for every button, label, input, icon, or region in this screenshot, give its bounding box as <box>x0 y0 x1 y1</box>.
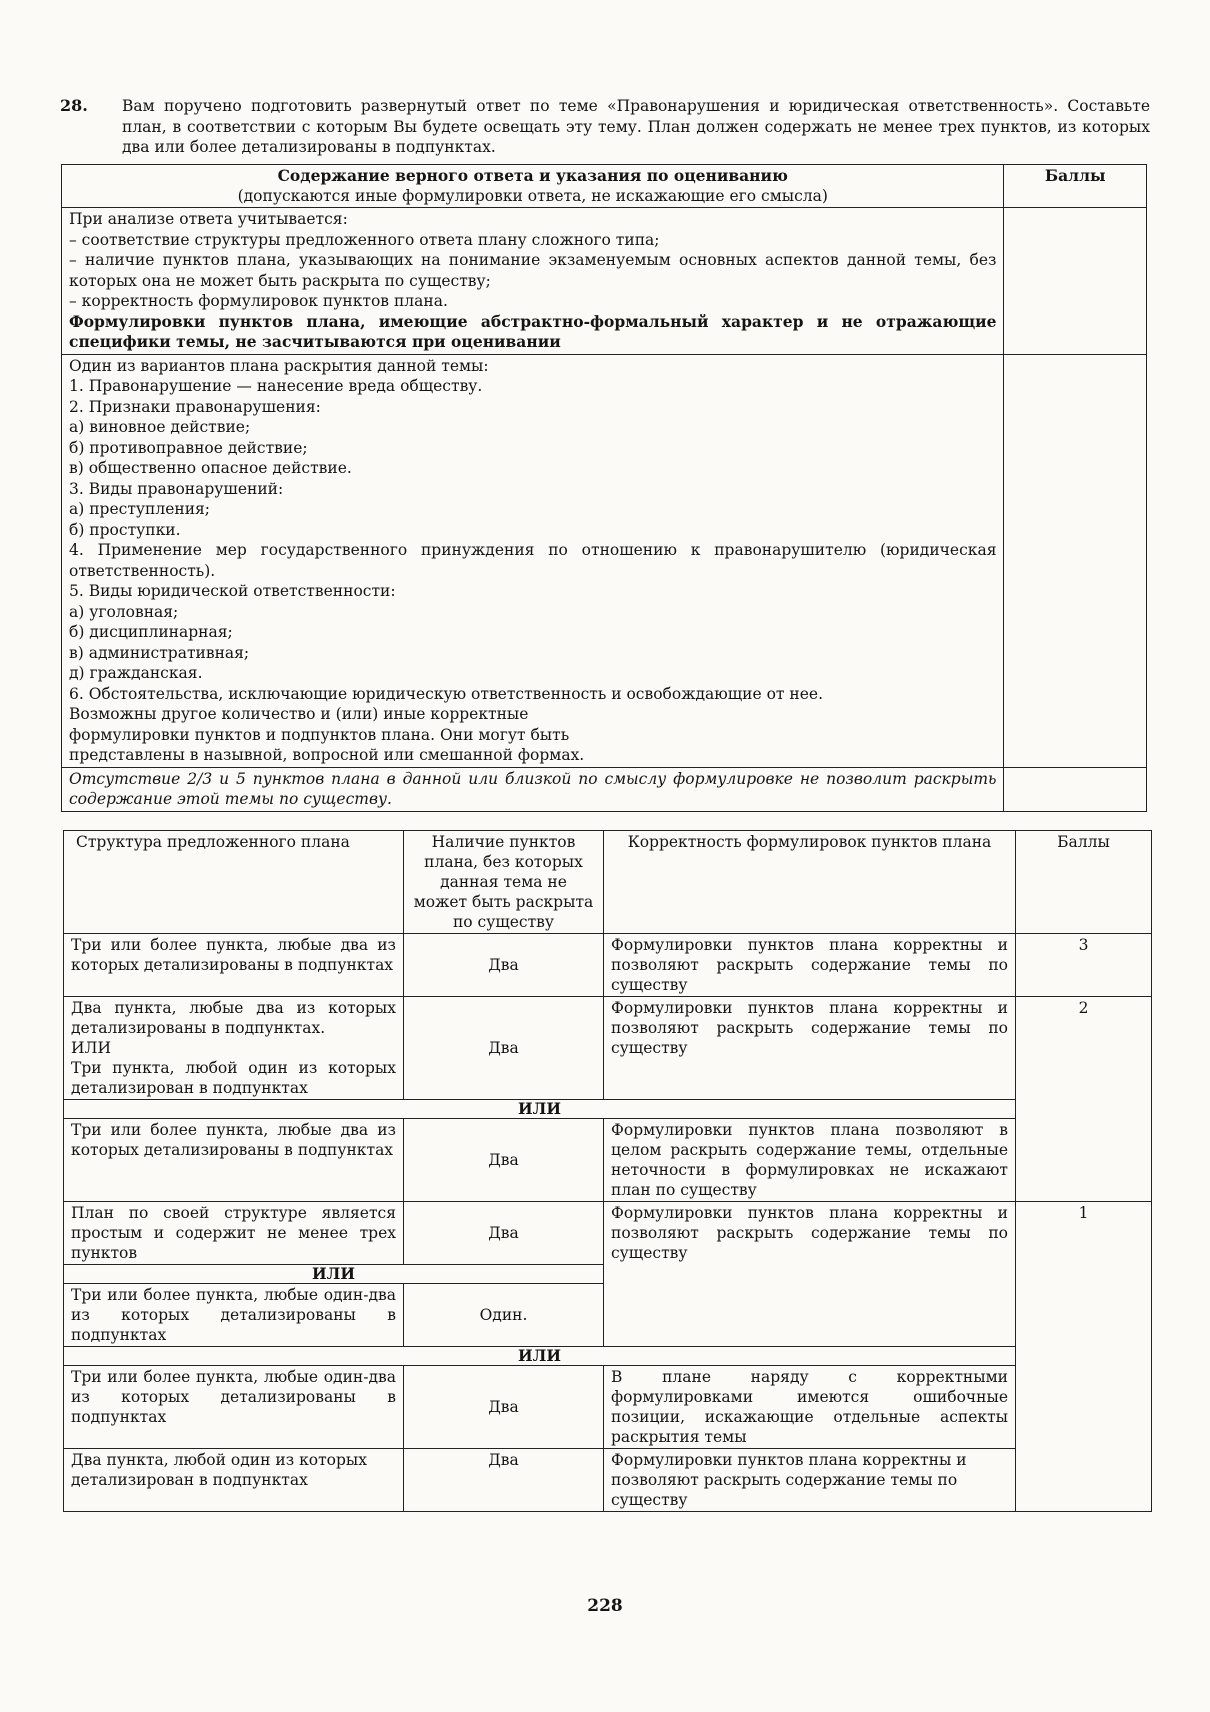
or-separator: ИЛИ <box>64 1347 1016 1366</box>
structure-text: Три пункта, любой один из которых детализирован в подпунктах <box>71 1059 396 1097</box>
correctness-cell: Формулировки пунктов плана корректны и позволяют раскрыть содержание темы по существу <box>604 1449 1016 1512</box>
correctness-cell: Формулировки пунктов плана корректны и позволяют раскрыть содержание темы по существу <box>604 1202 1016 1347</box>
scoring-table <box>63 830 1152 1512</box>
presence-cell: Два <box>404 1366 604 1449</box>
answer-content-table <box>61 164 1147 812</box>
correctness-cell: В плане наряду с корректными формулировками имеются ошибочные позиции, искажающие отдельные аспекты раскрытия темы <box>604 1366 1016 1449</box>
plan-line: б) противоправное действие; <box>69 438 308 457</box>
presence-cell: Два <box>404 1202 604 1265</box>
criteria-points-cell <box>1004 208 1147 355</box>
structure-cell: Три или более пункта, любые два из которых детализированы в подпунктах <box>64 934 404 997</box>
points-cell: 3 <box>1016 934 1152 997</box>
plan-cell <box>62 354 1004 767</box>
criteria-line: – корректность формулировок пунктов плана. <box>69 292 448 310</box>
plan-line: представлены в назывной, вопросной или смешанной формах. <box>69 746 585 764</box>
presence-cell: Два <box>404 1119 604 1202</box>
structure-cell: Три или более пункта, любые два из которых детализированы в подпунктах <box>64 1119 404 1202</box>
plan-line: 3. Виды правонарушений: <box>69 479 284 498</box>
correctness-header: Корректность формулировок пунктов плана <box>604 831 1016 934</box>
points-cell: 1 <box>1016 1202 1152 1512</box>
structure-cell: План по своей структуре является простым и содержит не менее трех пунктов <box>64 1202 404 1265</box>
plan-line: д) гражданская. <box>69 664 203 682</box>
structure-cell: Три или более пункта, любые один-два из которых детализированы в подпунктах <box>64 1284 404 1347</box>
plan-line: в) общественно опасное действие. <box>69 459 352 477</box>
points-header: Баллы <box>1004 165 1147 208</box>
correctness-cell: Формулировки пунктов плана позволяют в целом раскрыть содержание темы, отдельные неточности в формулировках не искажают план по существу <box>604 1119 1016 1202</box>
structure-cell: Два пункта, любой один из которых детализирован в подпунктах <box>64 1449 404 1512</box>
criteria-line: – соответствие структуры предложенного ответа плану сложного типа; <box>69 230 660 249</box>
content-header-line1: Содержание верного ответа и указания по оцениванию <box>277 166 788 185</box>
plan-line: а) преступления; <box>69 500 211 518</box>
criteria-line: – наличие пунктов плана, указывающих на понимание экзаменуемым основных аспектов данной темы, без которых она не может быть раскрыта по существу; <box>69 251 997 290</box>
structure-cell <box>64 997 404 1100</box>
criteria-line: При анализе ответа учитывается: <box>69 210 348 228</box>
or-label: ИЛИ <box>71 1039 111 1057</box>
plan-line: а) виновное действие; <box>69 418 251 436</box>
task-number: 28. <box>60 96 88 115</box>
presence-cell: Один. <box>404 1284 604 1347</box>
presence-cell: Два <box>404 934 604 997</box>
presence-header: Наличие пунктов плана, без которых данная тема не может быть раскрыта по существу <box>404 831 604 934</box>
plan-line: 4. Применение мер государственного принуждения по отношению к правонарушителю (юридическая ответственность). <box>69 541 997 580</box>
task-statement <box>60 96 1150 158</box>
plan-line: 5. Виды юридической ответственности: <box>69 582 396 600</box>
structure-header: Структура предложенного плана <box>64 831 404 934</box>
plan-line: в) административная; <box>69 643 250 662</box>
plan-points-cell <box>1004 354 1147 767</box>
content-header <box>62 165 1004 208</box>
plan-line: 1. Правонарушение — нанесение вреда обществу. <box>69 377 483 395</box>
points-cell: 2 <box>1016 997 1152 1202</box>
note-cell: Отсутствие 2/3 и 5 пунктов плана в данной или близкой по смыслу формулировке не позволит раскрыть содержание этой темы по существу. <box>62 767 1004 811</box>
plan-line: 6. Обстоятельства, исключающие юридическую ответственность и освобождающие от нее. <box>69 684 824 703</box>
content-header-line2: (допускаются иные формулировки ответа, не искажающие его смысла) <box>237 187 828 205</box>
presence-cell: Два <box>404 997 604 1100</box>
note-points-cell <box>1004 767 1147 811</box>
or-separator: ИЛИ <box>64 1265 604 1284</box>
plan-line: а) уголовная; <box>69 602 179 621</box>
correctness-cell: Формулировки пунктов плана корректны и позволяют раскрыть содержание темы по существу <box>604 934 1016 997</box>
page-number: 228 <box>587 1596 623 1616</box>
or-separator: ИЛИ <box>64 1100 1016 1119</box>
plan-line: Возможны другое количество и (или) иные корректные <box>69 705 529 723</box>
structure-cell: Три или более пункта, любые один-два из которых детализированы в подпунктах <box>64 1366 404 1449</box>
correctness-cell: Формулировки пунктов плана корректны и позволяют раскрыть содержание темы по существу <box>604 997 1016 1100</box>
points-header-2: Баллы <box>1016 831 1152 934</box>
structure-text: Два пункта, любые два из которых детализированы в подпунктах. <box>71 999 396 1037</box>
task-text: Вам поручено подготовить развернутый ответ по теме «Правонарушения и юридическая ответственность». Составьте план, в соответствии с которым Вы будете освещать эту тему. План должен содержать не менее трех пунктов, из которых два или более детализированы в подпунктах. <box>122 97 1150 156</box>
plan-line: б) дисциплинарная; <box>69 623 233 641</box>
criteria-cell <box>62 208 1004 355</box>
plan-line: формулировки пунктов и подпунктов плана. Они могут быть <box>69 725 570 744</box>
criteria-bold-note: Формулировки пунктов плана, имеющие абстрактно-формальный характер и не отражающие специфики темы, не засчитываются при оценивании <box>69 311 997 351</box>
plan-line: б) проступки. <box>69 520 181 539</box>
presence-cell: Два <box>404 1449 604 1512</box>
plan-line: Один из вариантов плана раскрытия данной темы: <box>69 356 489 375</box>
plan-line: 2. Признаки правонарушения: <box>69 397 321 416</box>
